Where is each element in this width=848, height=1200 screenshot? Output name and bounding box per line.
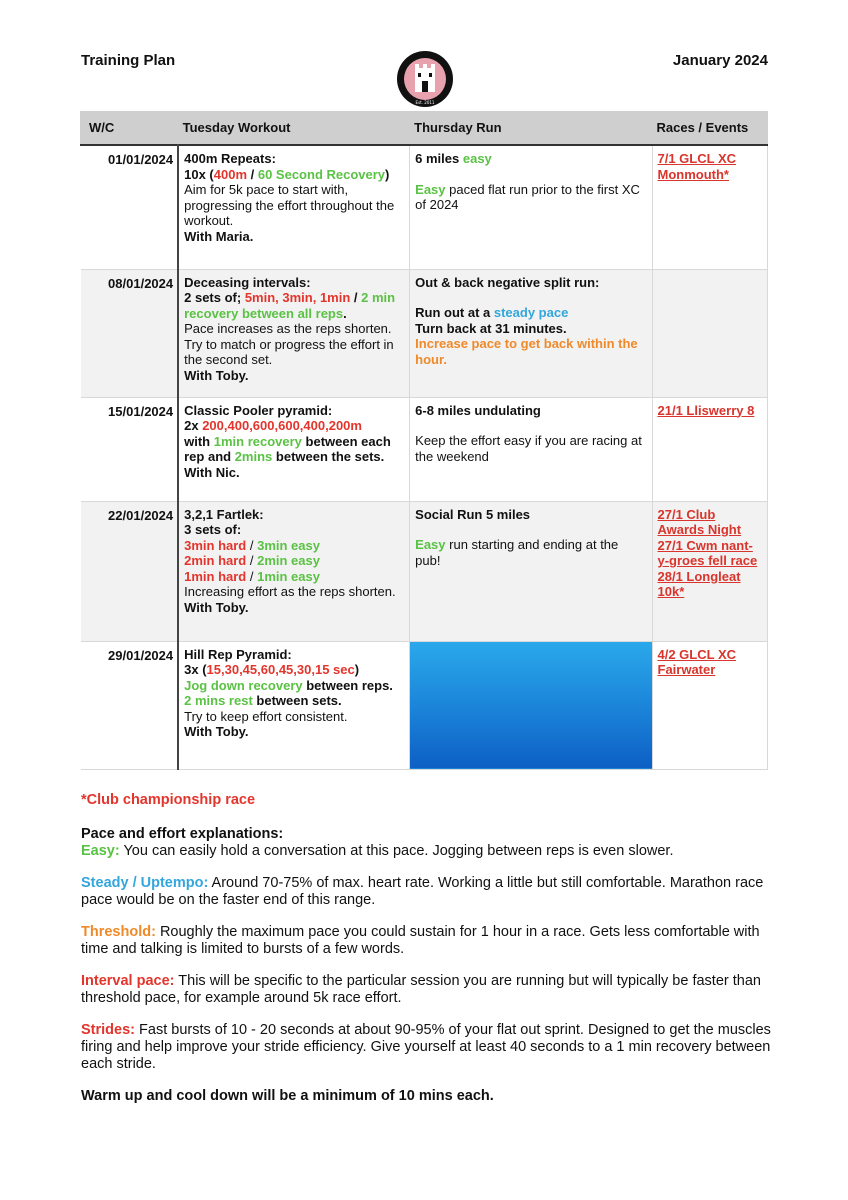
table-header-row [81,112,768,146]
workout-line: 3 sets of: [184,522,242,537]
run-description: Keep the effort easy if you are racing at the weekend [415,433,642,464]
workout-leader: With Toby. [184,724,249,739]
run-title: Out & back negative split run: [415,274,600,290]
race-link[interactable]: 21/1 Lliswerry 8 [657,402,755,418]
workout-title: Deceasing intervals: [184,274,311,290]
week-date: 15/01/2024 [81,397,179,501]
workout-line: Jog down recovery between reps. [184,677,393,693]
col-header-races: Races / Events [652,112,768,146]
workout-line: 2min hard / 2min easy [184,553,320,568]
workout-line: 3min hard / 3min easy [184,537,320,553]
workout-line: 3x (15,30,45,60,45,30,15 sec) [184,662,360,677]
championship-note: *Club championship race [81,792,256,808]
table-row [81,269,768,397]
workout-description: Try to keep effort consistent. [184,708,348,724]
workout-line: 2 mins rest between sets. [184,693,342,708]
workout-description: Pace increases as the reps shorten. Try to match or progress the effort in the second set. [184,321,394,367]
interval-explanation: Interval pace: This will be specific to the particular session you are running but will typically be faster than threshold pace, for example around 5k race effort. [81,973,761,1006]
workout-line: 2x 200,400,600,600,400,200m [184,418,362,433]
races-events [652,501,768,641]
workout-description: Aim for 5k pace to start with, progressing the effort throughout the workout. [184,182,395,228]
tuesday-workout [178,145,410,269]
thursday-run [410,145,652,269]
week-date: 01/01/2024 [81,145,179,269]
table-row [81,501,768,641]
month-label: January 2024 [672,52,768,69]
thursday-run [410,501,652,641]
col-header-thursday: Thursday Run [410,112,652,146]
run-line: Turn back at 31 minutes. [415,320,567,336]
workout-line: 1min hard / 1min easy [184,568,320,584]
races-events [652,641,768,769]
page-title: Training Plan [81,52,176,69]
race-link[interactable]: 4/2 GLCL XC Fairwater [657,646,737,677]
workout-title: 3,2,1 Fartlek: [184,506,264,522]
table-row [81,641,768,769]
races-events [652,397,768,501]
workout-description: Increasing effort as the reps shorten. [184,584,396,599]
workout-line: 2 sets of; 5min, 3min, 1min / 2 min recovery between all reps. [184,290,396,321]
workout-title: Classic Pooler pyramid: [184,402,333,418]
workout-title: 400m Repeats: [184,151,276,166]
tuesday-workout [178,641,410,769]
race-link[interactable]: 27/1 Club Awards Night [657,506,742,537]
tuesday-workout [178,501,410,641]
col-header-wc: W/C [81,112,179,146]
col-header-tuesday: Tuesday Workout [178,112,410,146]
table-row [81,397,768,501]
table-row [81,145,768,269]
workout-line: with 1min recovery between each rep and 2mins between the sets. [184,433,391,464]
week-date: 22/01/2024 [81,501,179,641]
thursday-run [410,397,652,501]
race-link[interactable]: 7/1 GLCL XC Monmouth* [657,151,737,182]
run-line: Increase pace to get back within the hour. [415,336,638,367]
workout-leader: With Toby. [184,599,249,615]
workout-title: Hill Rep Pyramid: [184,646,292,662]
races-events [652,145,768,269]
training-plan-table [80,111,768,770]
week-date: 29/01/2024 [81,641,179,769]
races-events [652,269,768,397]
tuesday-workout [178,397,410,501]
warmup-note: Warm up and cool down will be a minimum of 10 mins each. [81,1088,494,1104]
club-logo-castle-icon [393,50,457,108]
race-link[interactable]: 27/1 Cwm nant-y-groes fell race [657,537,758,568]
easy-explanation: Easy: You can easily hold a conversation at this pace. Jogging between reps is even slower. [81,843,674,859]
thursday-run-blank-blue [410,641,652,769]
run-title: Social Run 5 miles [415,506,531,522]
run-title: 6-8 miles undulating [415,402,541,418]
week-date: 08/01/2024 [81,269,179,397]
workout-leader: With Toby. [184,367,249,383]
run-description: Easy run starting and ending at the pub! [415,537,619,568]
steady-explanation: Steady / Uptempo: Around 70-75% of max. heart rate. Working a little but still comfortable. Marathon race pace would be on the faster end of this range. [81,875,764,908]
thursday-run [410,269,652,397]
tuesday-workout [178,269,410,397]
strides-explanation: Strides: Fast bursts of 10 - 20 seconds at about 90-95% of your flat out sprint. Designed to get the muscles firing and help improve your stride efficiency. Give yourself at least 40 seconds to a 1 min recovery between each stride. [81,1022,771,1072]
workout-leader: With Maria. [184,228,254,244]
notes-section [81,792,771,1105]
run-description: Easy paced flat run prior to the first XC of 2024 [415,181,640,212]
race-link[interactable]: 28/1 Longleat 10k* [657,568,741,599]
run-title: 6 miles easy [415,151,492,166]
threshold-explanation: Threshold: Roughly the maximum pace you could sustain for 1 hour in a race. Gets less comfortable with time and talking is limited to bursts of a few words. [81,924,760,957]
explanations-heading: Pace and effort explanations: [81,826,284,842]
run-line: Run out at a steady pace [415,305,569,320]
svg-text:Est. 2011: Est. 2011 [415,100,435,105]
workout-line: 10x (400m / 60 Second Recovery) [184,166,390,182]
workout-leader: With Nic. [184,464,240,480]
